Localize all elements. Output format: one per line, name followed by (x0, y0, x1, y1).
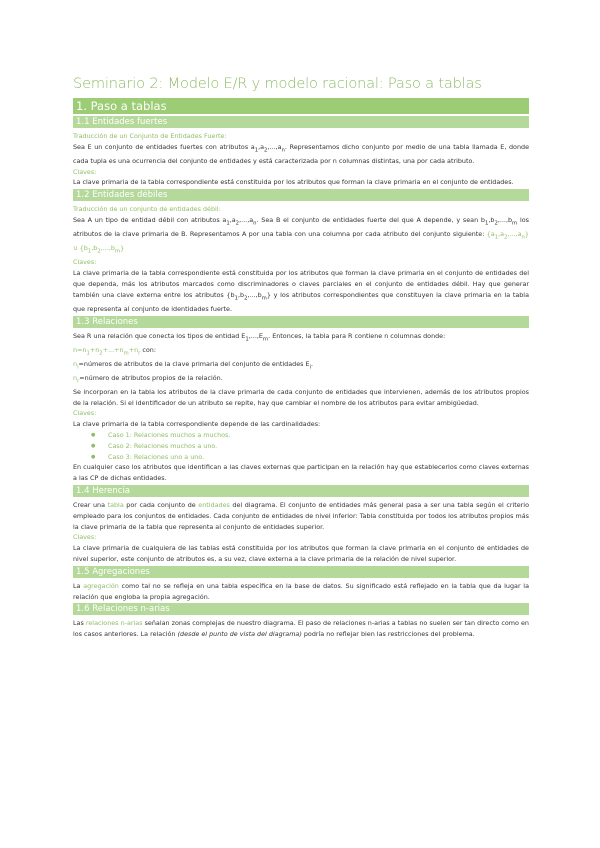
claves-label: Claves: (73, 258, 97, 267)
paragraph: La clave primaria de la tabla correspondiente depende de las cardinalidades: (73, 420, 321, 429)
definition-ni: $n_i=números$ de atributos de la clave primaria del conjunto de entidades $E_i$. (73, 359, 314, 370)
paragraph: La clave primaria de cualquiera de las tablas está constituida por los atributos que forman la clave primaria en el conjunto de entidades de nivel superior, este conjunto de atributos es, a su vez, clave externa a la clave primaria de la relación de nivel superior. (73, 544, 529, 564)
section-heading-1-6: 1.6 Relaciones n-arias (73, 603, 529, 615)
paragraph: La agregación como tal no se refleja en una tabla específica en la base de datos. Su significado está reflejado en la tabla que da lugar la relación que engloba la propia agregación. (73, 581, 529, 601)
list-item[interactable]: ● Caso 2: Relaciones muchos a uno. (108, 441, 529, 452)
document-page (73, 74, 529, 640)
definition-nr: $n_r=número$ de atributos propios de la relación. (73, 373, 223, 385)
list-item[interactable]: ● Caso 1: Relaciones muchos a muchos. (108, 430, 529, 441)
section-heading-1-2: 1.2 Entidades débiles (73, 189, 529, 201)
paragraph: Sea R una relación que conecta los tipos de entidad $E_1,...,E_m$. Entonces, la tabla para R contiene n columnas donde: (73, 331, 446, 342)
section-heading-1-5: 1.5 Agregaciones (73, 566, 529, 578)
paragraph: Las relaciones n-arias señalan zonas complejas de nuestro diagrama. El paso de relaciones n-arias a tablas no suelen ser tan directo como en los casos anteriores. La relación (desde el punto de vista del diagrama) podría no reflejar bien las restricciones del problema. (73, 619, 529, 639)
section-heading-1: 1. Paso a tablas (73, 98, 529, 114)
paragraph: Crear una tabla por cada conjunto de entidades del diagrama. El conjunto de entidades más general pasa a ser una tabla según el criterio empleado para los conjuntos de entidades. Cada conjunto de entidades de nivel inferior: Tabla constituida por todos los atributos propios más la clave primaria de la tabla que representa al conjunto de entidades superior. (73, 501, 529, 531)
paragraph: La clave primaria de la tabla correspondiente está constituida por los atributos que forman la clave primaria en el conjunto de entidades. (73, 178, 514, 187)
paragraph: En cualquier caso los atributos que identifican a las claves externas que participan en la relación hay que establecerlos como claves externas a las CP de dichas entidades. (73, 463, 529, 483)
section-heading-1-3: 1.3 Relaciones (73, 316, 529, 328)
paragraph: Sea A un tipo de entidad débil con atributos $a_1,a_2,...,a_n$. Sea B el conjunto de entidades fuerte del que A depende, y sean $b_1,b_2,...,b_m$ los atributos de la clave primaria de B. Representamos A por una tabla con una columna por cada atributo del conjunto siguiente: $\{a_1,a_2,...,a_n\}$ ∪ $\{b_1,b_2,...,b_m\}$ (73, 216, 530, 255)
formula: $n=n_1+n_2+...+n_m+n_r$ con: (73, 345, 156, 356)
link-entidades[interactable]: entidades (198, 501, 230, 510)
section-heading-1-4: 1.4 Herencia (73, 485, 529, 497)
paragraph: Sea E un conjunto de entidades fuertes con atributos $a_1,a_2,...,a_n$. Representamos dicho conjunto por medio de una tabla llamada E, donde cada tupla es una ocurrencia del conjunto de entidades y está caracterizada por n columnas distintas, una por cada atributo. (73, 142, 530, 165)
claves-label: Claves: (73, 409, 97, 418)
link-agregacion[interactable]: agregación (83, 581, 119, 590)
list-item[interactable]: ● Caso 3: Relaciones uno a uno. (108, 452, 529, 463)
subsection-label: Traducción de un Conjunto de Entidades Fuerte: (73, 132, 227, 140)
attribute-set: $\{a_1,a_2,...,a_n\}$ ∪ $\{b_1,b_2,...,b_m\}$ (73, 230, 529, 255)
link-relaciones-narias[interactable]: relaciones n-arias (85, 619, 143, 628)
subsection-label: Traducción de un conjunto de entidades débil: (73, 205, 221, 214)
cases-list (73, 430, 529, 462)
link-tabla[interactable]: tabla (107, 501, 124, 510)
paragraph: Se incorporan en la tabla los atributos de la clave primaria de cada conjunto de entidades que intervienen, además de los atributos propios de la relación. Si el identificador de un atributo se repite, hay que cambiar el nombre de los atributos para evitar ambigüedad. (73, 387, 529, 407)
claves-label: Claves: (73, 533, 97, 542)
document-title: Seminario 2: Modelo E/R y modelo racional: Paso a tablas (73, 75, 482, 92)
claves-label: Claves: (73, 167, 97, 176)
section-heading-1-1: 1.1 Entidades fuertes (73, 116, 529, 128)
paragraph: La clave primaria de la tabla correspondiente está constituida por los atributos que forman la clave primaria en el conjunto de entidades del que dependa, más los atributos marcados como discriminadores o claves parciales en el conjunto de entidades débil. Hay que generar también una clave externa entre los atributos $\{b_1,b_2,...,b_m\}$ y los atributos correspondientes que constituyen la clave primaria en la tabla que representa al conjunto de identidades fuerte. (73, 269, 529, 313)
